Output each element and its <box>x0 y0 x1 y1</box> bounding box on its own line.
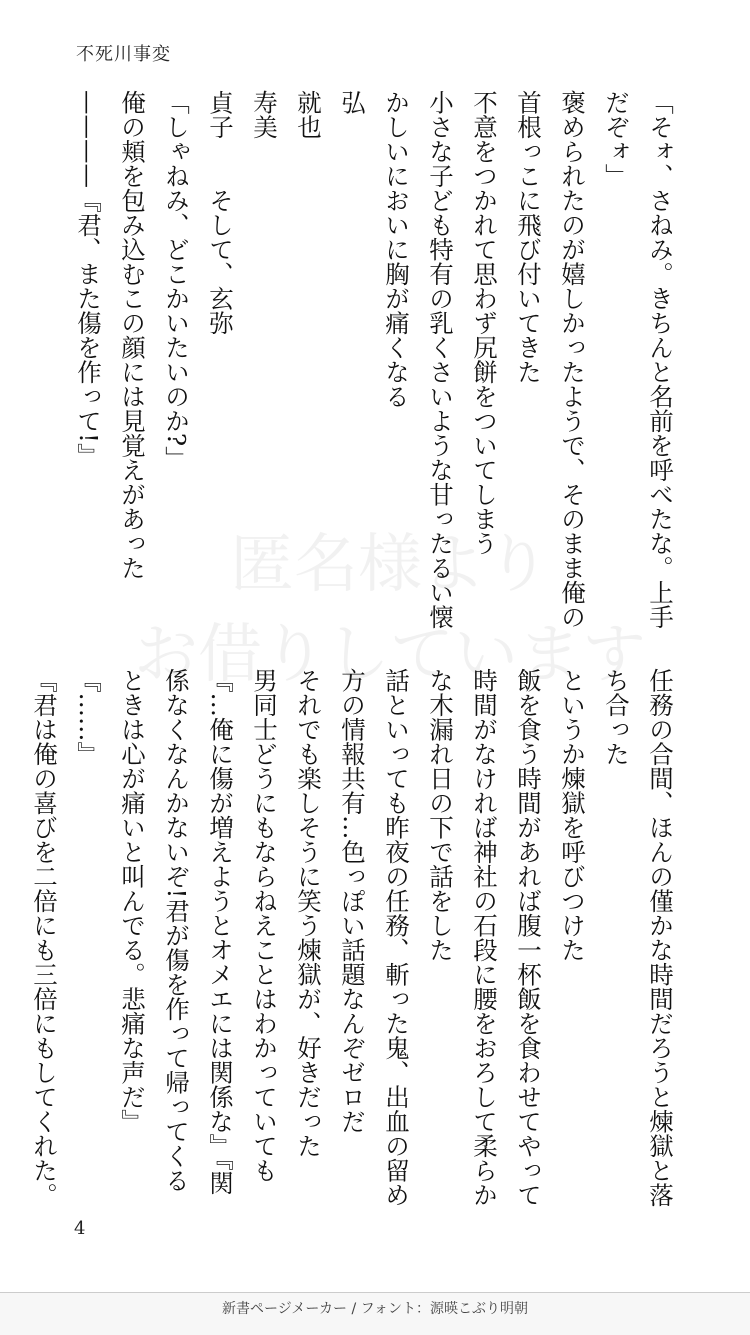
text-line: 就也 <box>294 90 323 139</box>
vertical-text-block-upper <box>66 90 682 630</box>
footer-credit: 新書ページメーカー / フォント：源暎こぶり明朝 <box>0 1292 750 1335</box>
text-line: 褒められたのが嬉しかったようで、そのまま俺の首根っこに飛び付いてきた <box>514 90 587 629</box>
page-number: 4 <box>74 1218 86 1239</box>
text-line: 不意をつかれて思わず尻餅をついてしまう <box>470 90 499 556</box>
text-line: ————『君、また傷を作って!』 <box>74 90 103 468</box>
text-line: 小さな子ども特有の乳くさいような甘ったるい懐かしいにおいに胸が痛くなる <box>382 90 455 629</box>
text-line: 話といっても昨夜の任務、斬った鬼、出血の留め方の情報共有…色っぽい話題なんぞゼロだ <box>338 668 411 1207</box>
text-line: 「そォ、さねみ。きちんと名前を呼べたな。上手だぞォ」 <box>602 90 675 629</box>
text-line: 『君は俺の喜びを二倍にも三倍にもしてくれた。 <box>30 668 59 1207</box>
watermark-line: 匿名様より <box>230 528 550 602</box>
text-line: 『……』 <box>74 668 103 766</box>
text-line: 『…俺に傷が増えようとオメエには関係な』『関係なくなんかないぞ!君が傷を作って帰ってくるときは心が痛いと叫んでる。悲痛な声だ』 <box>118 668 235 1195</box>
text-line: 任務の合間、ほんの僅かな時間だろうと煉獄と落ち合った <box>602 668 675 1207</box>
vertical-text-block-lower <box>22 668 682 1208</box>
text-line: 貞子 そして、玄弥 <box>206 90 235 335</box>
running-header-title: 不死川事変 <box>76 44 171 65</box>
text-line: 寿美 <box>250 90 279 139</box>
text-line: 男同士どうにもならねえことはわかっていても <box>250 668 279 1183</box>
text-line: 弘 <box>338 90 367 115</box>
watermark-line: お借りしています <box>134 618 646 692</box>
text-line: というか煉獄を呼びつけた <box>558 668 587 962</box>
text-line: 時間がなければ神社の石段に腰をおろして柔らかな木漏れ日の下で話をした <box>426 668 499 1207</box>
text-line: 「しゃねみ、どこかいたいのか?」 <box>162 90 191 471</box>
text-line: 飯を食う時間があれば腹一杯飯を食わせてやって <box>514 668 543 1207</box>
text-line: 俺の頬を包み込むこの顔には見覚えがあった <box>118 90 147 580</box>
text-line: それでも楽しそうに笑う煉獄が、好きだった <box>294 668 323 1158</box>
